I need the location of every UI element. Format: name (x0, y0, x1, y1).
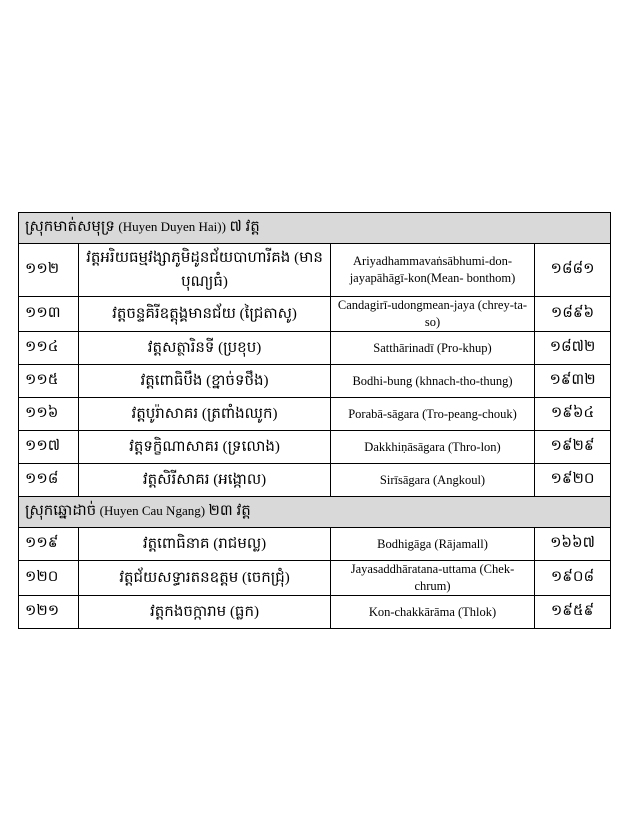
founding-year: ១៩៦៤ (535, 398, 611, 431)
table-row (19, 244, 611, 297)
temple-name-khmer: វត្តពោធិបឹង (ខ្នាច់ទថឹង) (79, 365, 331, 398)
row-number: ១១៩ (19, 528, 79, 561)
row-number: ១២១ (19, 596, 79, 629)
temple-name-khmer: វត្តកងចក្ការាម (ធ្លក) (79, 596, 331, 629)
row-number: ១១៧ (19, 431, 79, 464)
temple-name-khmer: វត្តចន្ទគិរីឧត្តុង្គមានជ័យ (ជ្រៃតាសូ) (79, 297, 331, 332)
district-name: ស្រុកឆ្នោដាច់ (25, 503, 97, 519)
table-row (19, 332, 611, 365)
founding-year: ១៩២៩ (535, 431, 611, 464)
table-row (19, 561, 611, 596)
temple-name-latin: Porabā-sāgara (Tro-peang-chouk) (331, 398, 535, 431)
temple-name-latin: Bodhigāga (Rājamall) (331, 528, 535, 561)
section-header (19, 497, 611, 528)
founding-year: ១៨៩៦ (535, 297, 611, 332)
temple-name-khmer: វត្តសត្ថារិនទី (ប្រខុប) (79, 332, 331, 365)
temple-name-khmer: វត្តសិរីសាគរ (អង្កោល) (79, 464, 331, 497)
row-number: ១១៥ (19, 365, 79, 398)
row-number: ១១២ (19, 244, 79, 297)
district-latin: (Huyen Duyen Hai)) (118, 219, 226, 234)
table-row (19, 464, 611, 497)
section-header-cell (19, 497, 611, 528)
temple-name-latin: Dakkhiṇāsāgara (Thro-lon) (331, 431, 535, 464)
temple-name-khmer: វត្តបូរ៉ាសាគរ (ត្រពាំងឈូក) (79, 398, 331, 431)
table-row (19, 365, 611, 398)
row-number: ១១៨ (19, 464, 79, 497)
district-name: ស្រុកមាត់សមុទ្រ (25, 219, 115, 235)
table-row (19, 431, 611, 464)
temple-name-khmer: វត្តអរិយធម្មវង្សាភូមិដូនជ័យបាហារីគង (មានបុណ្យធំ) (79, 244, 331, 297)
table-row (19, 596, 611, 629)
founding-year: ១៩០៨ (535, 561, 611, 596)
founding-year: ១៨៧២ (535, 332, 611, 365)
district-latin: (Huyen Cau Ngang) (99, 503, 206, 518)
row-number: ១១៦ (19, 398, 79, 431)
row-number: ១១៤ (19, 332, 79, 365)
table-row (19, 297, 611, 332)
temple-name-latin: Candagirī-udongmean-jaya (chrey-ta-so) (331, 297, 535, 332)
temple-name-latin: Sirīsāgara (Angkoul) (331, 464, 535, 497)
temple-name-latin: Kon-chakkārāma (Thlok) (331, 596, 535, 629)
temple-count: ៧ វត្ត (229, 219, 260, 235)
temple-name-latin: Satthārinadī (Pro-khup) (331, 332, 535, 365)
temple-name-latin: Bodhi-bung (khnach-tho-thung) (331, 365, 535, 398)
table-row (19, 528, 611, 561)
temple-name-khmer: វត្តទក្ខិណាសាគរ (ទ្រលោង) (79, 431, 331, 464)
section-header-cell (19, 213, 611, 244)
founding-year: ១៩៥៩ (535, 596, 611, 629)
temple-count: ២៣ វត្ត (208, 503, 251, 519)
founding-year: ១៩២០ (535, 464, 611, 497)
founding-year: ១៦៦៧ (535, 528, 611, 561)
temple-name-latin: Ariyadhammavaṅsābhumi-don-jayapāhāgī-kon(Mean- bonthom) (331, 244, 535, 297)
temple-name-khmer: វត្តជ័យសទ្ធារតនឧត្តម (ចេកជ្រុំ) (79, 561, 331, 596)
section-header (19, 213, 611, 244)
row-number: ១២០ (19, 561, 79, 596)
temple-name-khmer: វត្តពោធិនាគ (រាជមល្ល) (79, 528, 331, 561)
founding-year: ១៩៣២ (535, 365, 611, 398)
founding-year: ១៨៨១ (535, 244, 611, 297)
row-number: ១១៣ (19, 297, 79, 332)
temple-name-latin: Jayasaddhāratana-uttama (Chek-chrum) (331, 561, 535, 596)
temple-table (18, 212, 611, 629)
table-row (19, 398, 611, 431)
